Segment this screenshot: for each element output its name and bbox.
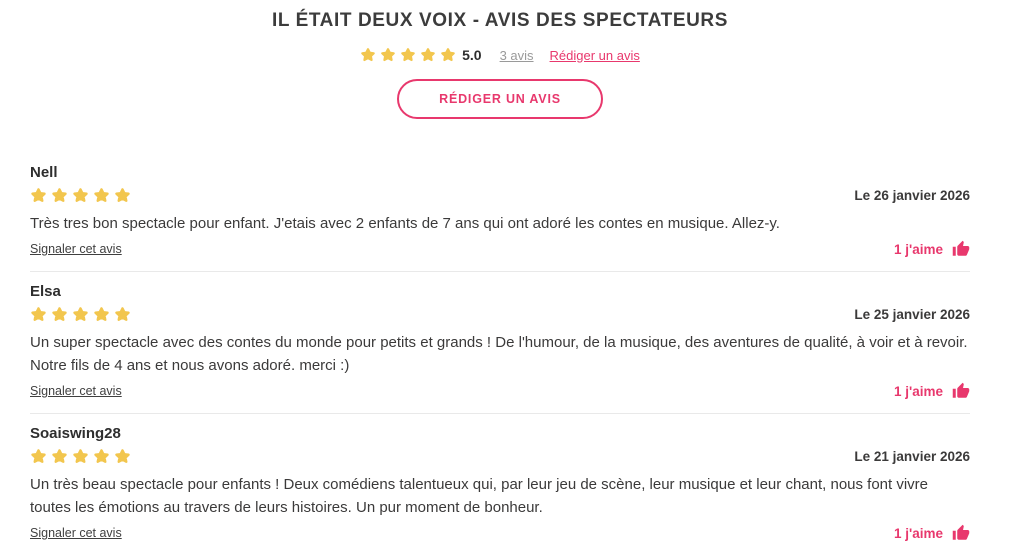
page-title: IL ÉTAIT DEUX VOIX - AVIS DES SPECTATEURS	[271, 10, 729, 31]
star-icon	[93, 448, 110, 465]
report-review-link[interactable]: Signaler cet avis	[30, 526, 122, 540]
rating-summary	[30, 47, 970, 63]
star-icon	[51, 187, 68, 204]
star-icon	[380, 47, 396, 63]
rating-value: 5.0	[462, 47, 482, 63]
star-icon	[51, 306, 68, 323]
review-footer	[30, 240, 970, 258]
star-icon	[72, 306, 89, 323]
star-icon	[30, 306, 47, 323]
star-icon	[420, 47, 436, 63]
star-icon	[440, 47, 456, 63]
review-star-rating	[30, 187, 131, 204]
star-icon	[114, 306, 131, 323]
review-footer	[30, 524, 970, 542]
review-author: Soaiswing28	[30, 425, 121, 442]
star-icon	[93, 187, 110, 204]
summary-star-rating	[360, 47, 456, 63]
star-icon	[93, 306, 110, 323]
reviews-list	[30, 153, 970, 544]
review-stars-date-row	[30, 448, 970, 465]
report-review-link[interactable]: Signaler cet avis	[30, 384, 122, 398]
review-text: Un super spectacle avec des contes du monde pour petits et grands ! De l'humour, de la musique, des aventures de qualité, à voir et à revoir. Notre fils de 4 ans et nous avons adoré. merci :)	[30, 334, 968, 374]
write-review-button[interactable]: RÉDIGER UN AVIS	[397, 79, 603, 119]
star-icon	[360, 47, 376, 63]
review-author: Nell	[30, 164, 58, 181]
review-star-rating	[30, 306, 131, 323]
like-button[interactable]	[894, 524, 970, 542]
like-count-label: 1 j'aime	[894, 383, 943, 399]
review-text: Un très beau spectacle pour enfants ! Deux comédiens talentueux qui, par leur jeu de scène, leur musique et leur chant, nous font vivre toutes les émotions au travers de leurs histoires. Un pur moment de bonheur.	[30, 476, 929, 516]
review-date: Le 25 janvier 2026	[854, 307, 970, 322]
like-button[interactable]	[894, 382, 970, 400]
star-icon	[30, 448, 47, 465]
review-date: Le 26 janvier 2026	[854, 188, 970, 203]
star-icon	[51, 448, 68, 465]
report-review-link[interactable]: Signaler cet avis	[30, 242, 122, 256]
star-icon	[114, 187, 131, 204]
thumbs-up-icon	[952, 240, 970, 258]
star-icon	[30, 187, 47, 204]
star-icon	[400, 47, 416, 63]
review-stars-date-row	[30, 306, 970, 323]
review-count-link[interactable]: 3 avis	[499, 47, 534, 63]
reviews-header	[30, 0, 970, 119]
review-author: Elsa	[30, 283, 61, 300]
star-icon	[72, 187, 89, 204]
review-item	[30, 271, 970, 413]
review-item	[30, 413, 970, 544]
review-item	[30, 153, 970, 271]
review-star-rating	[30, 448, 131, 465]
review-text: Très tres bon spectacle pour enfant. J'etais avec 2 enfants de 7 ans qui ont adoré les contes en musique. Allez-y.	[30, 215, 780, 232]
thumbs-up-icon	[952, 524, 970, 542]
star-icon	[72, 448, 89, 465]
write-review-link[interactable]: Rédiger un avis	[549, 47, 640, 63]
thumbs-up-icon	[952, 382, 970, 400]
like-count-label: 1 j'aime	[894, 241, 943, 257]
review-date: Le 21 janvier 2026	[854, 449, 970, 464]
star-icon	[114, 448, 131, 465]
like-count-label: 1 j'aime	[894, 525, 943, 541]
like-button[interactable]	[894, 240, 970, 258]
review-footer	[30, 382, 970, 400]
review-stars-date-row	[30, 187, 970, 204]
